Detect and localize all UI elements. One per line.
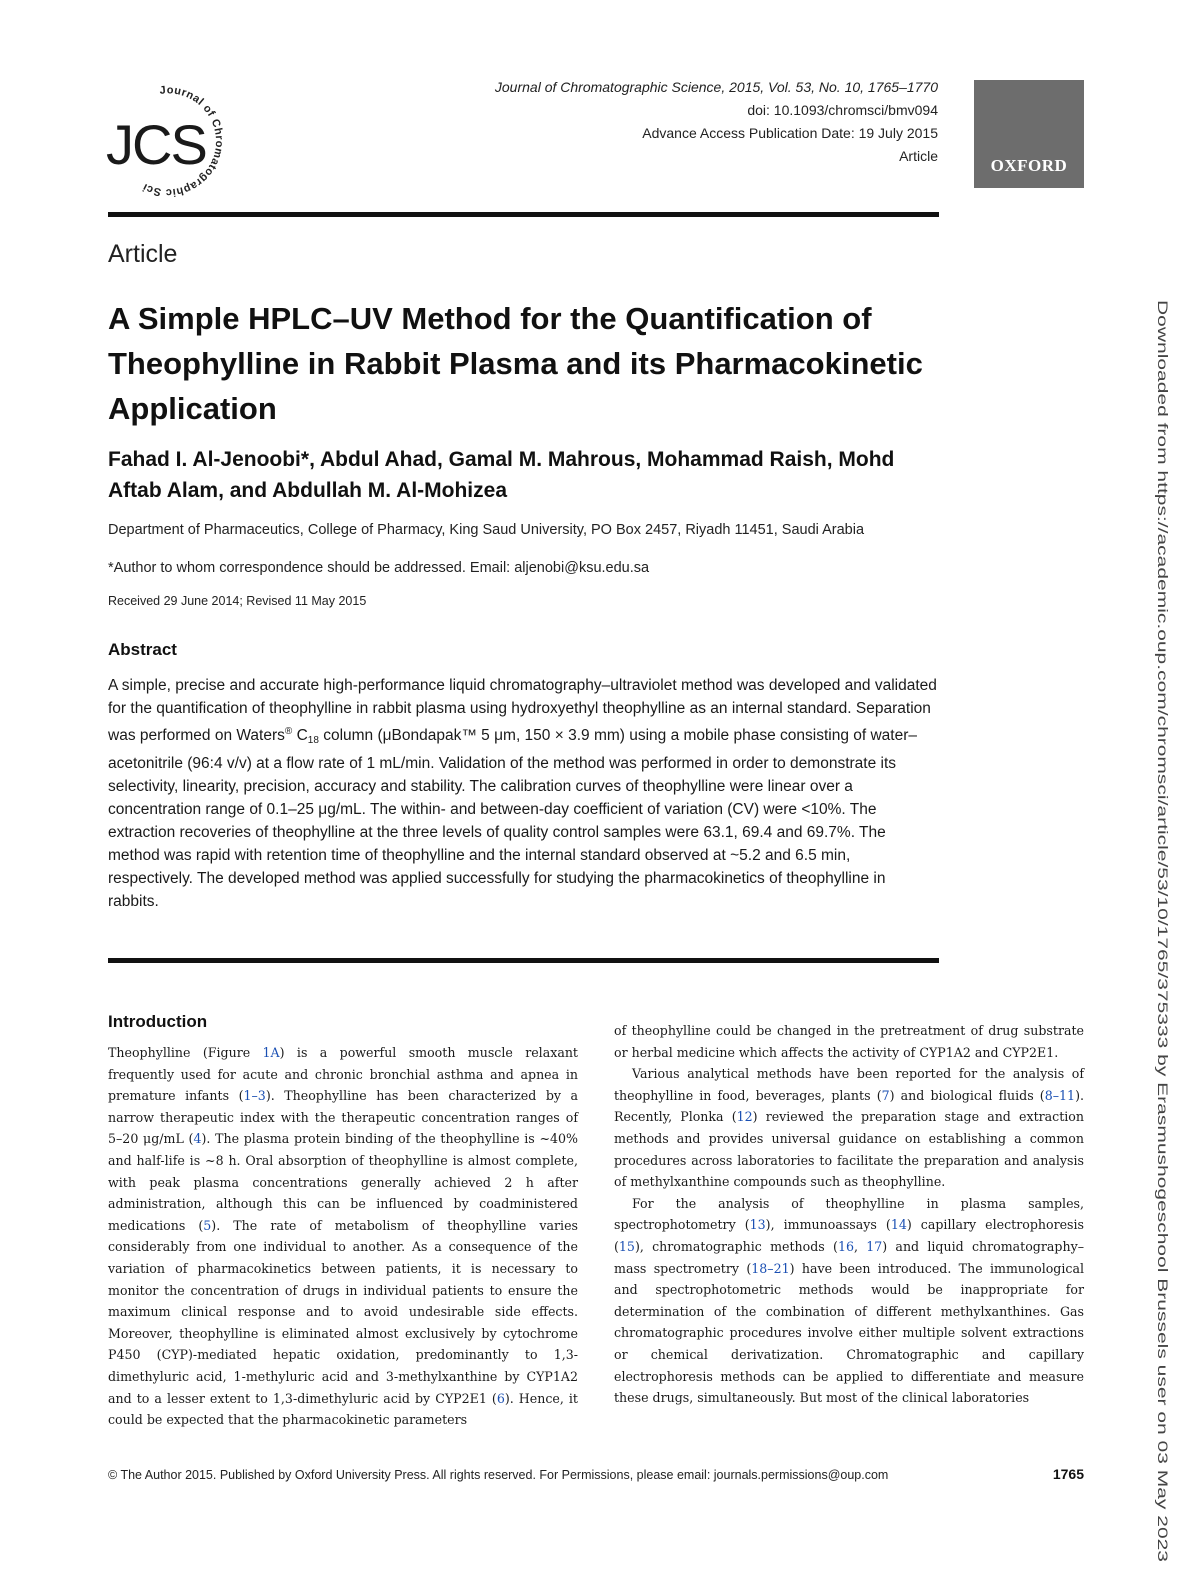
abstract-body (108, 674, 938, 913)
citation-link[interactable]: 1–3 (243, 1088, 266, 1104)
citation-link[interactable]: 13 (749, 1217, 766, 1233)
text-run: , (853, 1238, 867, 1254)
citation-link[interactable]: 17 (866, 1238, 883, 1254)
text-run: ) reviewed the preparation stage and extraction methods and provides universal guidance on establishing a common procedures across laboratories to facilitate the preparation and analysis of methylxanthine compounds such as theophylline. (614, 1109, 1084, 1190)
text-run: ) and biological fluids ( (889, 1087, 1045, 1103)
text-run: ) have been introduced. The immunological and spectrophotometric methods would be inappropriate for determination of the combination of different methylxanthines. Gas chromatographic procedures involve either multiple solvent extractions or chemical derivatization. Chromatographic and capillary electrophoresis methods can be applied to differentiate and measure these drugs, simultaneously. But most of the clinical laboratories (614, 1260, 1084, 1406)
body-column-right (614, 1020, 1084, 1409)
publisher-badge (974, 80, 1084, 188)
citation-link[interactable]: 18–21 (751, 1260, 790, 1276)
download-watermark (1140, 300, 1171, 1570)
abstract-part-1: A simple, precise and accurate high-performance liquid chromatography–ultraviolet method was developed and validated for the quantification of theophylline in rabbit plasma using hydroxyethyl theophylline as an internal standard. Separation was performed on Waters (108, 677, 937, 744)
intro-paragraph-1 (108, 1042, 578, 1431)
citation-link[interactable]: 8–11 (1044, 1087, 1076, 1103)
citation-link[interactable]: 4 (193, 1131, 202, 1147)
text-run: Various analytical methods have been reported for the analysis of theophylline in food, beverages, plants ( (614, 1066, 1084, 1103)
page-number: 1765 (1052, 1466, 1084, 1482)
abstract-part-3: column (μBondapak™ 5 μm, 150 × 3.9 mm) using a mobile phase consisting of water–acetonitrile (96:4 v/v) at a flow rate of 1 mL/min. Validation of the method was performed in order to demonstrate its selectivity, linearity, precision, accuracy and stability. The calibration curves of theophylline were linear over a concentration range of 0.1–25 μg/mL. The within- and between-day coefficient of variation (CV) were <10%. The extraction recoveries of theophylline at the three levels of quality control samples were 63.1, 69.4 and 69.7%. The method was rapid with retention time of theophylline and the internal standard observed at ~5.2 and 6.5 min, respectively. The developed method was applied successfully for studying the pharmacokinetics of theophylline in rabbits. (108, 727, 918, 910)
text-run: Theophylline (Figure (108, 1045, 263, 1060)
text-run: For the analysis of theophylline in plasma samples, spectrophotometry ( (614, 1195, 1084, 1233)
text-run: ) and liquid chromatography–mass spectrometry ( (614, 1238, 1084, 1276)
text-run: ). The rate of metabolism of theophylline varies considerably from one individual to another. As a consequence of the variation of pharmacokinetics between patients, it is necessary to monitor the concentration of drugs in individual patients to ensure the maximum clinical response and to avoid undesirable side effects. Moreover, theophylline is eliminated almost exclusively by cytochrome P450 (CYP)-mediated hepatic oxidation, predominantly to 1,3-dimethyluric acid, 1-methyluric acid and 3-methylxanthine by CYP1A2 and to a lesser extent to 1,3-dimethyluric acid by CYP2E1 ( (108, 1217, 578, 1406)
correspondence-note: *Author to whom correspondence should be addressed. Email: aljenobi@ksu.edu.sa (108, 560, 650, 576)
text-run: ), chromatographic methods ( (634, 1238, 838, 1254)
header-article-type: Article (899, 148, 938, 164)
journal-logo (104, 72, 244, 202)
introduction-heading: Introduction (108, 1012, 208, 1031)
citation-link[interactable]: 6 (496, 1390, 505, 1406)
c18-subscript: 18 (307, 735, 319, 746)
download-watermark-graphic (1140, 300, 1171, 1570)
journal-citation: Journal of Chromatographic Science, 2015, Vol. 53, No. 10, 1765–1770 (494, 79, 938, 95)
publisher-name: OXFORD (990, 156, 1068, 175)
text-run: ). The plasma protein binding of the theophylline is ~40% and half-life is ~8 h. Oral absorption of theophylline is almost complete, with peak plasma concentrations generally achieved 2 h after administration, although this can be influenced by coadministered medications ( (108, 1131, 578, 1233)
intro-paragraph-2 (614, 1063, 1084, 1193)
text-run: ). Recently, Plonka ( (614, 1087, 1084, 1125)
citation-link[interactable]: 15 (618, 1238, 635, 1254)
section-label: Article (108, 240, 178, 268)
received-dates: Received 29 June 2014; Revised 11 May 2015 (108, 594, 367, 608)
abstract-divider (108, 958, 939, 963)
citation-link[interactable]: 12 (736, 1109, 753, 1125)
top-divider (108, 212, 939, 217)
doi-line[interactable]: doi: 10.1093/chromsci/bmv094 (747, 102, 938, 118)
registered-mark: ® (284, 726, 293, 737)
article-header-info (495, 76, 938, 168)
body-column-left (108, 1042, 578, 1431)
citation-link[interactable]: 5 (203, 1217, 212, 1233)
author-list: Fahad I. Al-Jenoobi*, Abdul Ahad, Gamal M. Mahrous, Mohammad Raish, Mohd Aftab Alam, and Abdullah M. Al-Mohizea (108, 448, 895, 502)
text-run: ) capillary electrophoresis ( (614, 1217, 1085, 1254)
affiliation: Department of Pharmaceutics, College of Pharmacy, King Saud University, PO Box 2457, Riyadh 11451, Saudi Arabia (108, 522, 865, 538)
abstract-part-2: C (292, 727, 308, 744)
logo-letters: JCS (106, 113, 206, 176)
publication-date: Advance Access Publication Date: 19 July 2015 (642, 125, 938, 141)
citation-link[interactable]: 7 (881, 1087, 890, 1103)
footer-copyright: © The Author 2015. Published by Oxford University Press. All rights reserved. For Permissions, please email: journals.permissions@oup.com (108, 1468, 889, 1482)
figure-link[interactable]: 1A (262, 1045, 280, 1060)
article-title: A Simple HPLC–UV Method for the Quantification of Theophylline in Rabbit Plasma and its Pharmacokinetic Application (108, 301, 923, 426)
text-run: ), immunoassays ( (765, 1217, 891, 1233)
citation-link[interactable]: 16 (837, 1238, 854, 1254)
download-note-text: Downloaded from https://academic.oup.com/chromsci/article/53/10/1765/375333 by Erasmushogeschool Brussels user on 03 May 2023 (1155, 300, 1171, 1142)
text-run: ) is a powerful smooth muscle relaxant frequently used for acute and chronic bronchial asthma and apnea in premature infants ( (108, 1045, 578, 1104)
text-run: ). Theophylline has been characterized by a narrow therapeutic index with the therapeutic concentration ranges of 5–20 μg/mL ( (108, 1088, 578, 1147)
abstract-heading: Abstract (108, 640, 177, 659)
intro-paragraph-continued: of theophylline could be changed in the pretreatment of drug substrate or herbal medicine which affects the activity of CYP1A2 and CYP2E1. (614, 1023, 1084, 1060)
citation-link[interactable]: 14 (890, 1217, 907, 1233)
text-run: ). Hence, it could be expected that the pharmacokinetic parameters (108, 1390, 578, 1428)
logo-ring-text: Journal of Chromatographic Sci (140, 84, 226, 199)
jcs-logo-graphic (104, 72, 244, 202)
intro-paragraph-3 (614, 1193, 1084, 1409)
